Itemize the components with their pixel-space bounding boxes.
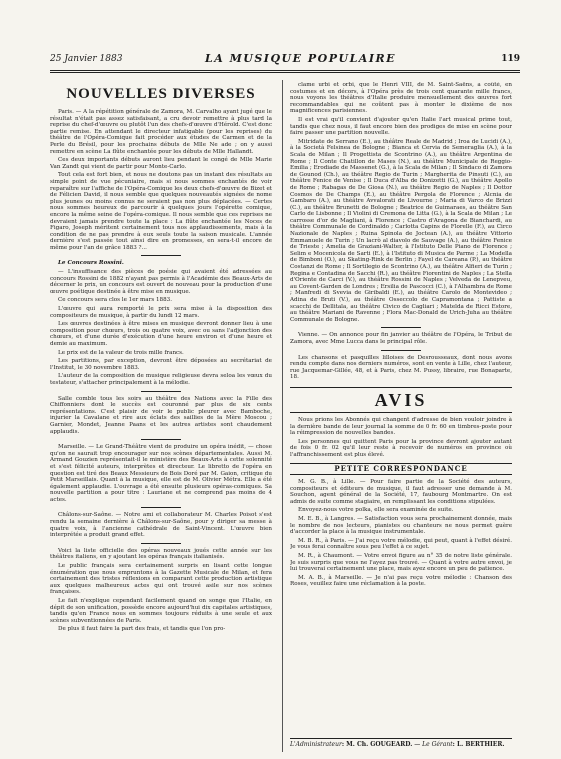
avis-paragraphs: [290, 417, 512, 459]
correspondance-paragraph: M. E. B., à Langres. — Satisfaction vous sera prochainement donnée, mais le nombre de nos lecteurs, pianistes ou chanteurs ne nous permet guère d'accorder la place à la musique instrumentale.: [290, 516, 512, 536]
correspondance-title: PETITE CORRESPONDANCE: [290, 463, 512, 476]
marseille-paragraph: Marseille. — Le Grand-Théâtre vient de produire un opéra inédit, — chose qu'on ne saurait trop encourager sur nos scènes départementales. Aussi M. Armand Gouzien représentait-il le ministère des Beaux-Arts à cette solennité et s'est félicité auteurs, interprètes et directeur. Le libretto de l'opéra en question est tiré des Beaux Messieurs de Bois Doré par M. Gaion, critique du Petit Marseillais. Quant à la musique, elle est de M. Olivier Métra. Elle a été également applaudie. L'ouvrage a été ensuite plusieurs opéras-comiques. Sa nouvelle partition a pour titre : Lauriane et ne comprend pas moins de 4 actes.: [50, 444, 272, 503]
news-paragraph: Tout cela est fort bien, et nous ne doutons pas un instant des résultats au simple point de vue pécuniaire, mais si nous sommes enchantés de voir reparaître sur l'affiche de l'Opéra-Comique les deux chefs-d'œuvre de Bizet et de Félicien David, il nous semble que quelques nouveautés signées de nome plus jeunes ou moins connus ne seraient pas non plus déplacées. — Certes nous sommes heureux de parcourir à quelques jours l'opérette comique, encore la même seine de l'opéra-comique. Il nous semble que ces reprises ne devraient jamais prendre toute la place : La flûte enchantée les Noces de Figaro, Joseph méritent certainement tous nos applaudissements, mais à la condition de ne pas prendre à eux seuls toute la saison musicale. L'année dernière s'est passée tout ainsi dire en promesses, en sera-t-il encore de même pour l'an de grâce 1883 ?...: [50, 172, 272, 251]
correspondance-paragraph: Envoyez-nous votre polka, elle sera examinée de suite.: [298, 507, 454, 514]
correspondance-paragraphs: [290, 479, 512, 588]
separator: [381, 327, 421, 328]
correspondance-paragraph: M. B. R., à Paris. — J'ai reçu votre mélodie, qui peut, quant à l'effet désiré. Je vous ferai connaître sous peu l'effet à ce sujet.: [290, 537, 512, 551]
news-paragraph: Ces deux importants débuts auront lieu pendant le congé de Mlle Marie Van Zandt qui vient de partir pour Monte-Carlo.: [50, 157, 272, 170]
theatres-paragraph: Voici la liste officielle des opéras nouveaux joués cette année sur les théâtres italiens, en y ajoutant les opéras français italianisés.: [50, 547, 272, 561]
chansons-paragraph: Les chansons et pasquilles lilloises de Desrousseaux, dont nous avons rendu compte dans nos derniers numéros, sont en vente à Lille, chez l'auteur, rue Jacquemar-Gillée, 48, et à Paris, chez M. Pussy, libraire, rue Bonaparte, 18.: [290, 354, 512, 381]
opera-list-paragraph: Il est vrai qu'il convient d'ajouter qu'en Italie l'art musical prime tout, tandis que chez nous, il faut encore bien des prodiges de mise en scène pour faire passer une partition nouvelle.: [290, 116, 512, 137]
concours-paragraph: Ce concours sera clos le 1er mars 1883.: [58, 297, 172, 304]
avis-title: AVIS: [374, 389, 428, 410]
issue-date: 25 Janvier 1883: [50, 54, 123, 64]
page-header: [50, 52, 520, 68]
avis-paragraph: Nous prions les Abonnés qui changent d'adresse de bien vouloir joindre à la dernière bande de leur journal la somme de 0 fr. 60 en timbres-poste pour la réimpression de nouvelles bandes.: [290, 416, 512, 437]
concours-paragraph: Les œuvres destinées à être mises en musique devront donner lieu à une composition pour chœurs, trois ou quatre voix, avec ou sans l'adjonction des chœurs, et d'une durée d'exécution d'une heure environ et d'une heure et demie au maximum.: [50, 321, 272, 347]
news-paragraphs: [50, 109, 272, 251]
opera-list-paragraph: Mitridate de Serrano (E.), au théâtre Reale de Madrid ; Iroa de Lucidi (A.), à la Società Felsinea de Bologne ; Bianca et Cervia de Semeraglia (A.), à la Scala de Milan ; Il Progettista de Scontrino (A.), au théâtre Argentina de Rome ; Il Conte Chatillon de Mases (N.), au théâtre Municipale de Reggio-Emilia ; Erodiade de Massenet (G.), à la Scala de Milan ; Il Sindaco di Zamora de Gounod (Ch.), au théâtre Regio de Turin ; Margherita de Pinsuti (C.), au théâtre Fenice de Venise ; Il Duca d'Alba de Donizetti (G.), au théâtre Apollo de Rome ; Rabagas de De Giosa (N.), au théâtre Regio de Naples ; Il Dottor Cosmos de De Champs (E.), au théâtre Pergola de Florence ; Alcnia de Gambaro (A.), au théâtre Avvalorati de Livourne ; Maria di Varco de Brizzi (C.), au théâtre Brunetti de Bologne ; Beatrice de Guimaraes, au théâtre San Carlo de Lisbonne ; Il Violini di Cremona de Litta (G.), à la Scala de Milan ; Le carrosse d'or de Magliani, à Florence ; Castro d'Aragona de Bianchardi, au théâtre Communale de Cordinaldo ; Carlotta Capins de Florelle (F.), au Circo Nazionale de Naples ; Ruina Spinola de Joctean (A.), au théâtre Vittorio Emmanuele de Turin ; Un lacrò al diavolo de Sauvage (A.), au théâtre Fenice de Trieste ; Amelia de Graziani-Walter, à l'Istituto Delle Piano de Florence ; Selim e Mocenicola de Sarti (E.), à l'Istituto di Musica de Parme ; La Modella de Bimboni (O.), au Skating-Rink de Berlin ; Fayel de Careana (P.), au théâtre Costanzi de Rome ; Il Sortilegio de Scontrino (A.), au théâtre Alfieri de Turin ; Regina e Contadina de Sacchi (R.), au théâtre Fiorentini de Naples ; La Stella d'Oriente de Carci (V.), au théâtre Rossini de Naples ; Velveda de Lenepveu, au Covent-Garden de Londres ; Ersilia de Pascocci (C.), à l'Alhambra de Rome ; Manfredi di Svevia de Giribaldi (E.), au théâtre Carolo de Montevideo ; Adina de Bruti (V.), au théâtre Osseccolo de Capramontana ; Pattiste a scacchi de Dellitala, au théâtre Civico de Cagliari ; Matelda de Ricci Estore, au théâtre Mariani de Ravenne ; Flora Mac-Donald de Urich-Juha au théâtre Communale de Bologne.: [290, 138, 512, 323]
news-paragraph: Paris. — A la répétition générale de Zamora, M. Carvalho ayant jugé que le résultat n'était pas assez satisfaisant, a cru devoir remettre à plus tard la reprise du chef-d'œuvre ou plutôt l'un des chefs-d'œuvre d'Hérold. C'est donc partie remise. En attendant le directeur infatigable (pour les reprises) du théâtre de l'Opéra-Comique fait procéder aux études de Carmen et de la Perle du Brésil, pour les prochains débuts de Mlle Ne ade ; on y aussi remettre en scène La flûte enchantée pour les débuts de Mlle Hallandt.: [50, 109, 272, 155]
separator: [141, 255, 181, 256]
gerant-name: : L. BERTHIER.: [452, 741, 505, 748]
concours-paragraph: Les partitions, par exception, devront être déposées au secrétariat de l'Institut, le 30 novembre 1883.: [50, 358, 272, 371]
left-column: [50, 82, 272, 752]
theatres-paragraph: Le public français sera certainement surpris en lisant cette longue énumération que nous empruntons à la Gazette Musicale de Milan, et fera certainement des tristes réflexions en comparant cette production artistique aux quelques malheureux actes qui ont trouvé asile sur nos scènes françaises.: [50, 563, 272, 596]
concours-paragraph: Le prix est de la valeur de trois mille francs.: [58, 349, 184, 356]
concours-paragraph: L'œuvre qui aura remporté le prix sera mise à la disposition des compositeurs de musique, à partir du lundi 12 mars.: [50, 306, 272, 319]
separator: [141, 507, 181, 508]
right-column: [290, 82, 512, 752]
theatres-paragraph: Le fait n'explique cependant facilement quand on songe que l'Italie, en dépit de son unification, possède encore aujourd'hui dix capitales artistiques, tandis qu'en France nous en sommes toujours réduits à une seule et aux scènes subventionnées de Paris.: [50, 598, 272, 624]
concours-heading-paragraph: [50, 260, 272, 267]
admin-label: L'Administrateur: [290, 741, 342, 748]
correspondance-paragraph: M. A. B., à Marseille. — Je n'ai pas reçu votre mélodie : Chanson des Roses, veuillez faire une réclamation à la poste.: [290, 574, 512, 588]
separator: [381, 350, 421, 351]
avis-paragraph: Les personnes qui quittent Paris pour la province devront ajouter autant de fois 0 fr. 02 qu'il leur reste à recevoir de numéros en province où l'affranchissement est plus élevé.: [290, 438, 512, 458]
concours-paragraph: L'auteur de la composition de musique religieuse devra seloa les vœux du testateur, s'attacher principalement à la mélodie.: [50, 373, 272, 386]
page-footer: [290, 738, 512, 748]
column-divider: [282, 80, 283, 752]
avis-banner: [290, 387, 512, 413]
separator: [141, 439, 181, 440]
concours-heading: Le Concours Rossini.: [58, 260, 124, 267]
opera-list-paragraph: clame urbi et orbi, que le Henri VIII, de M. Saint-Saëns, a coûté, en costumes et en décors, à l'Opéra près de trois cent quarante mille francs, nous voyons les théâtres d'Italie produire mensuellement des œuvres fort recommandables qui ne coûtent pas à monter le dixième de nos magnificences parisiennes.: [290, 82, 512, 115]
gerant-label: — Le Gérant: [414, 741, 453, 748]
section-title: NOUVELLES DIVERSES: [66, 86, 256, 102]
page-number: 119: [501, 54, 520, 64]
vienne-paragraph: Vienne. — On annonce pour fin janvier au théâtre de l'Opéra, le Tribut de Zamora, avec Mme Lucca dans le principal rôle.: [290, 332, 512, 345]
theatres-paragraphs: [50, 548, 272, 633]
chalons-paragraph: Châlons-sur-Saône. — Notre ami et collaborateur M. Charles Poisot s'est rendu la semaine dernière à Châlons-sur-Saône, pour y diriger sa messe à quatre voix, à l'ancienne cathédrale de Saint-Vincent. L'œuvre bien interprétée a produit grand effet.: [50, 512, 272, 539]
theatres-paragraph: De plus il faut faire la part des frais, et tandis que l'on pro-: [58, 626, 226, 633]
salle-paragraph: Salle comble tous les soirs au théâtre des Nations avec la Fille des Chiffonniers dont le succès est couronné par plus de six cents représentations. C'est plaisir de voir le public pleurer avec Bamboche, injurier la Cavalane et rire aux éclats des saillies de la Mère Moscou ; Garnier, Mondet, Jeanne Paans et les autres artistes sont chaudement applaudis.: [50, 395, 272, 435]
concours-paragraph: — L'insuffisance des pièces de poésie qui avaient été adressées au concours Rossini de 1882 n'ayant pas permis à l'Académie des Beaux-Arts de décerner le prix, un concours est ouvert de nouveau pour la production d'une œuvre poétique destinée à être mise en musique.: [50, 269, 272, 295]
header-rule-secondary: [50, 72, 520, 73]
header-rule: [50, 70, 520, 71]
admin-name: : M. Ch. GOUGEARD.: [341, 741, 413, 748]
correspondance-paragraph: M. G. B., à Lille. — Pour faire partie de la Société des auteurs, compositeurs et éditeurs de musique, il faut adresser une demande à M. Souchon, agent général de la Société, 17, faubourg Montmartre. On est admis de suite comme stagiaire, en remplissant les conditions stipulées.: [290, 479, 512, 505]
publication-title: LA MUSIQUE POPULAIRE: [205, 52, 397, 65]
opera-list-paragraphs: [290, 82, 512, 323]
separator: [141, 391, 181, 392]
concours-paragraphs: [50, 269, 272, 387]
correspondance-paragraph: M. R., à Chaumont. — Votre envoi figure au n° 35 de notre liste générale. Je suis surpris que vous ne l'ayez pas trouvé. — Quant à votre autre envoi, je lui trouverai certainement une place, mais ayez encore un peu de patience.: [290, 553, 512, 573]
separator: [141, 543, 181, 544]
